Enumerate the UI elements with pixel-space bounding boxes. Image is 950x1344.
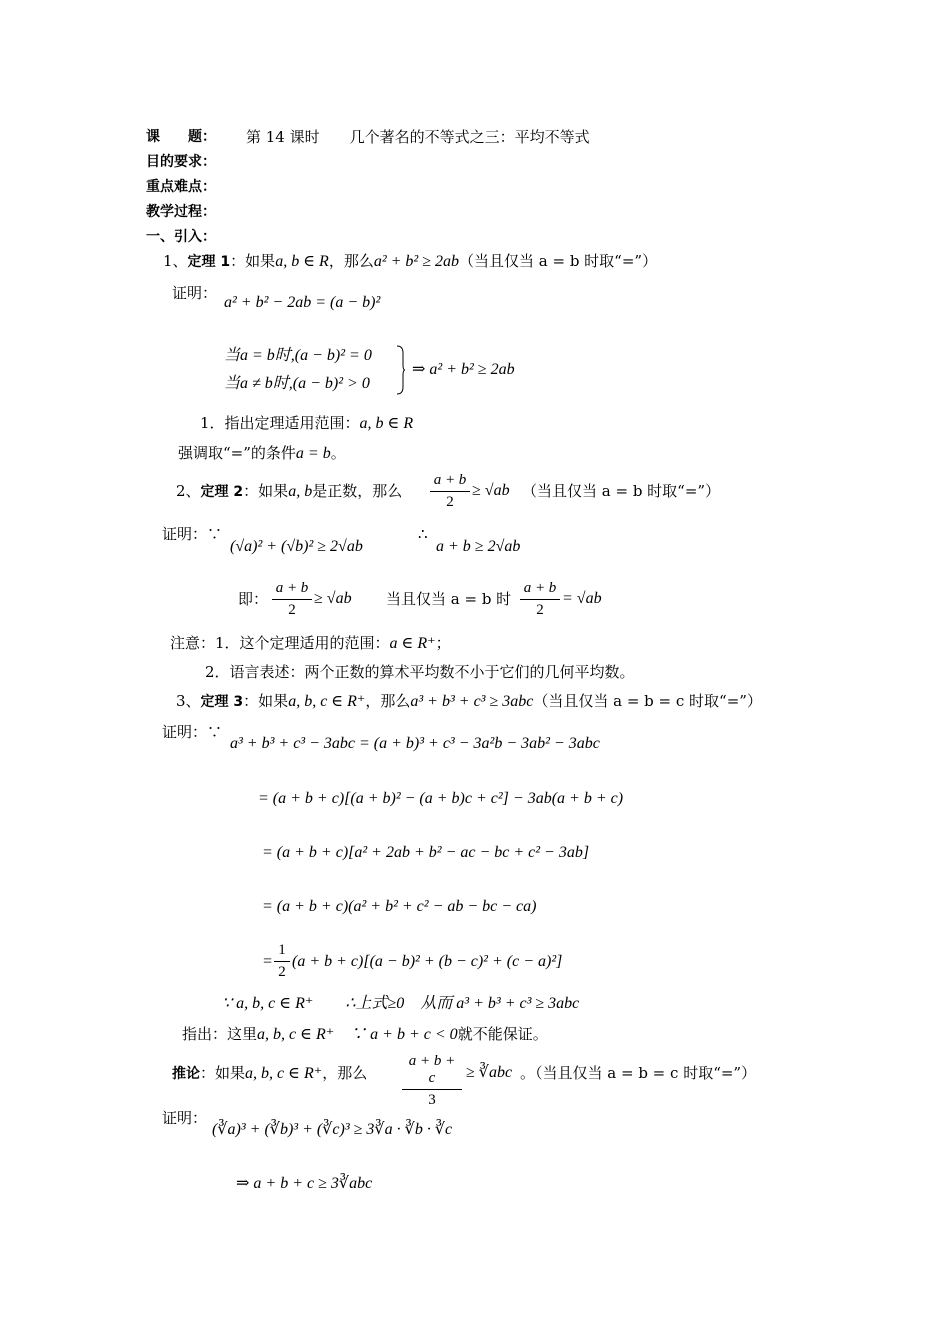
theorem3-point: 指出：这里a, b, c ∈ R⁺ ∵ a + b + c < 0就不能保证。 (182, 1025, 548, 1043)
theorem2-notice1: 注意：1．这个定理适用的范围：a ∈ R⁺； (170, 634, 451, 652)
corollary-proof-line1: (∛a)³ + (∛b)³ + (∛c)³ ≥ 3∛a · ∛b · ∛c (212, 1121, 453, 1138)
theorem2-statement: 2、定理 2：如果a, b是正数，那么 (176, 482, 403, 500)
right-brace (396, 345, 406, 395)
theorem1-proof-label: 证明： (172, 284, 218, 302)
theorem1-case-result: ⇒ a² + b² ≥ 2ab (412, 361, 515, 378)
corollary-note: 。（当且仅当 a = b = c 时取“=”） (520, 1064, 757, 1082)
theorem2-fraction: a + b 2 (430, 472, 470, 511)
theorem3-step4: = (a + b + c)(a² + b² + c² − ab − bc − ca) (262, 898, 537, 915)
theorem3-step1: a³ + b³ + c³ − 3abc = (a + b)³ + c³ − 3a²b − 3ab² − 3abc (230, 735, 600, 752)
corollary-statement: 推论：如果a, b, c ∈ R⁺，那么 (172, 1064, 368, 1082)
theorem2-equal-rhs: = √ab (562, 590, 602, 607)
theorem2-ie-rhs: ≥ √ab (314, 590, 352, 607)
theorem1-point1: 1．指出定理适用范围：a, b ∈ R (200, 414, 414, 432)
therefore-symbol: ∴ (418, 525, 428, 543)
theorem2-ie-fraction: a + b 2 (272, 580, 312, 619)
theorem1-proof-line: a² + b² − 2ab = (a − b)² (224, 294, 381, 311)
theorem2-proof-label: 证明：∵ (162, 525, 223, 543)
corollary-fraction: a + b + c 3 (402, 1053, 462, 1109)
theorem2-ie-label: 即： (238, 590, 269, 608)
theorem2-therefore-line: a + b ≥ 2√ab (436, 538, 521, 555)
key-points-label: 重点难点： (146, 179, 216, 195)
theorem3-since: ∵ a, b, c ∈ R⁺ ∴上式≥0 从而 a³ + b³ + c³ ≥ 3abc (222, 995, 580, 1012)
theorem1-point2: 强调取“=”的条件a = b。 (178, 444, 346, 462)
theorem3-step3: = (a + b + c)[a² + 2ab + b² − ac − bc + c² − 3ab] (262, 844, 590, 861)
theorem2-proof-line: (√a)² + (√b)² ≥ 2√ab (230, 538, 363, 555)
intro-label: 一、引入： (146, 229, 216, 245)
theorem2-note: （当且仅当 a = b 时取“=”） (522, 482, 721, 500)
theorem1-case2: 当a ≠ b时,(a − b)² > 0 (224, 375, 370, 392)
topic-text: 第 14 课时 几个著名的不等式之三：平均不等式 (246, 128, 590, 146)
process-label: 教学过程： (146, 204, 216, 220)
theorem3-step5-eq: = (262, 953, 273, 970)
theorem2-equal-fraction: a + b 2 (520, 580, 560, 619)
theorem1-statement: 1、定理 1：如果a, b ∈ R，那么a² + b² ≥ 2ab（当且仅当 a = b 时取“=”） (163, 252, 658, 270)
theorem3-step5: (a + b + c)[(a − b)² + (b − c)² + (c − a)²] (292, 953, 563, 970)
theorem2-notice2: 2．语言表述：两个正数的算术平均数不小于它们的几何平均数。 (205, 663, 635, 681)
corollary-proof-line2: ⇒ a + b + c ≥ 3∛abc (236, 1175, 373, 1192)
theorem3-proof-label: 证明：∵ (162, 723, 223, 741)
theorem2-rhs: ≥ √ab (472, 482, 510, 499)
goals-label: 目的要求： (146, 154, 216, 170)
theorem1-case1: 当a = b时,(a − b)² = 0 (224, 347, 372, 364)
theorem3-step5-fraction: 1 2 (274, 942, 290, 981)
theorem2-equal-when: 当且仅当 a = b 时 (386, 590, 512, 608)
topic-label: 课 题： (146, 129, 216, 145)
theorem3-statement: 3、定理 3：如果a, b, c ∈ R⁺，那么a³ + b³ + c³ ≥ 3abc（当且仅当 a = b = c 时取“=”） (176, 692, 762, 710)
corollary-rhs: ≥ ∛abc (466, 1064, 513, 1081)
corollary-proof-label: 证明： (162, 1109, 208, 1127)
theorem3-step2: = (a + b + c)[(a + b)² − (a + b)c + c²] − 3ab(a + b + c) (258, 790, 624, 807)
